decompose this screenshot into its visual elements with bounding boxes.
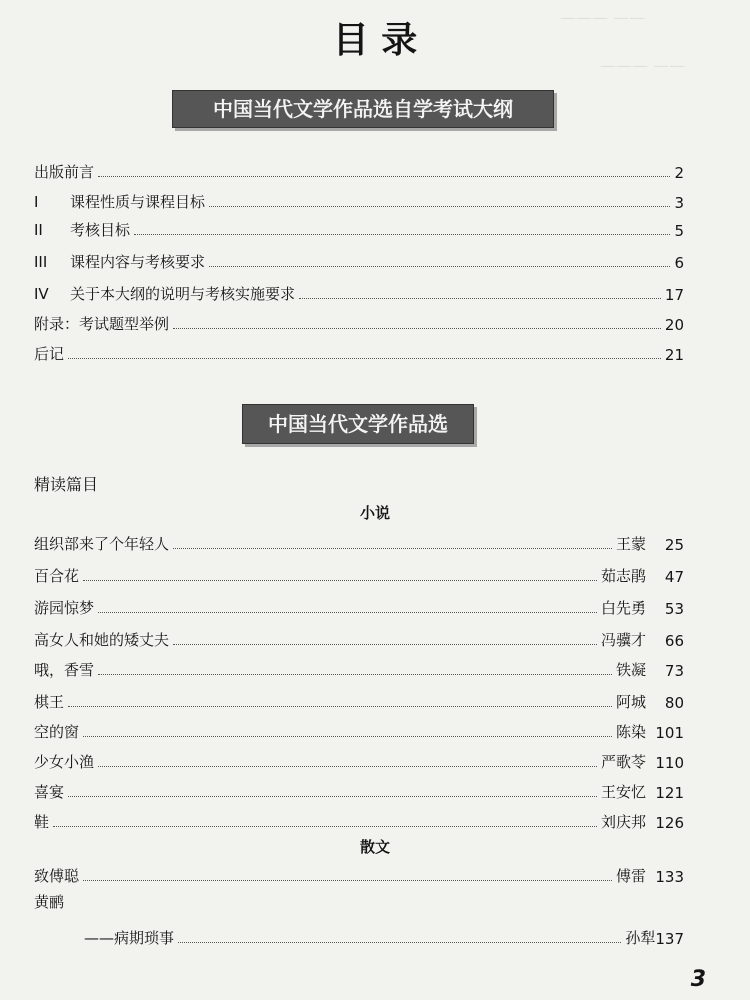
entry-numeral: I [34, 193, 39, 211]
entry-title [34, 251, 205, 272]
entry-numeral: II [34, 221, 43, 239]
dot-leader [98, 176, 670, 177]
dot-leader [209, 266, 670, 267]
entry-title: 致傅聪 [34, 867, 80, 885]
toc-entry-fiction[interactable] [34, 778, 684, 802]
toc-entry-fiction[interactable] [34, 718, 684, 742]
entry-author: 冯骥才 [600, 631, 646, 649]
entry-title: 高女人和她的矮丈夫 [34, 631, 170, 649]
dot-leader [173, 328, 661, 329]
entry-title [34, 283, 295, 304]
toc-entry-syllabus[interactable] [34, 310, 684, 334]
dot-leader [299, 298, 661, 299]
entry-page: 110 [655, 754, 684, 772]
entry-author: 刘庆邦 [600, 813, 646, 831]
toc-entry-syllabus[interactable] [34, 216, 684, 240]
entry-page: 21 [664, 346, 684, 364]
dot-leader [173, 548, 612, 549]
toc-entry-fiction[interactable] [34, 688, 684, 712]
toc-entry-syllabus[interactable] [34, 248, 684, 272]
toc-entry-fiction[interactable] [34, 562, 684, 586]
entry-page: 73 [664, 662, 684, 680]
entry-title: 组织部来了个年轻人 [34, 535, 170, 553]
entry-title: 哦，香雪 [34, 661, 95, 679]
dot-leader [68, 796, 597, 797]
toc-entry-fiction[interactable] [34, 530, 684, 554]
entry-author: 铁凝 [615, 661, 646, 679]
entry-title [34, 219, 130, 240]
dot-leader [134, 234, 670, 235]
entry-title: 空的窗 [34, 723, 80, 741]
entry-author: 白先勇 [600, 599, 646, 617]
section-prose: 散文 [359, 838, 390, 856]
entry-page: 101 [655, 724, 684, 742]
entry-label: 出版前言 [34, 163, 95, 181]
dot-leader [68, 706, 612, 707]
entry-page: 80 [664, 694, 684, 712]
toc-entry-huangli[interactable] [34, 888, 684, 912]
entry-author: 陈染 [615, 723, 646, 741]
entry-numeral: IV [34, 285, 49, 303]
entry-author: 阿城 [615, 693, 646, 711]
dot-leader [83, 880, 612, 881]
syllabus-banner: 中国当代文学作品选自学考试大纲 [172, 90, 554, 128]
entry-numeral: III [34, 253, 48, 271]
toc-entry-fiction[interactable] [34, 748, 684, 772]
toc-entry-fiction[interactable] [34, 594, 684, 618]
entry-subtitle: ——病期琐事 [84, 929, 175, 947]
entry-title: 百合花 [34, 567, 80, 585]
entry-label: 附录：考试题型举例 [34, 315, 170, 333]
entry-label: 关于本大纲的说明与考核实施要求 [70, 285, 296, 303]
entry-page: 53 [664, 600, 684, 618]
dot-leader [98, 612, 597, 613]
entry-page: 2 [674, 164, 684, 182]
dot-leader [83, 580, 597, 581]
entry-author: 王蒙 [615, 535, 646, 553]
entry-page: 3 [674, 194, 684, 212]
bleed-through-text: ——— —— [600, 56, 686, 75]
dot-leader [53, 826, 597, 827]
dot-leader [178, 942, 621, 943]
entry-title: 少女小渔 [34, 753, 95, 771]
dot-leader [98, 766, 597, 767]
bleed-through-text: ——— —— [560, 8, 646, 27]
toc-entry-fiction[interactable] [34, 808, 684, 832]
reading-heading: 精读篇目 [34, 475, 99, 494]
entry-label: 考核目标 [70, 221, 131, 239]
toc-entry-syllabus[interactable] [34, 340, 684, 364]
entry-title: 游园惊梦 [34, 599, 95, 617]
entry-author: 茹志鹃 [600, 567, 646, 585]
entry-author: 孙犁 [625, 929, 656, 947]
dot-leader [98, 674, 612, 675]
entry-author: 傅雷 [615, 867, 646, 885]
dot-leader [209, 206, 670, 207]
entry-page: 137 [655, 930, 684, 948]
entry-author: 严歌苓 [600, 753, 646, 771]
entry-title [34, 313, 169, 334]
entry-label: 课程内容与考核要求 [70, 253, 206, 271]
toc-entry-syllabus[interactable] [34, 188, 684, 212]
entry-page: 17 [664, 286, 684, 304]
entry-title [34, 191, 205, 212]
entry-page: 6 [674, 254, 684, 272]
entry-page: 133 [655, 868, 684, 886]
entry-title [34, 161, 94, 182]
dot-leader [83, 736, 612, 737]
entry-title: 棋王 [34, 693, 65, 711]
entry-page: 20 [664, 316, 684, 334]
entry-page: 5 [674, 222, 684, 240]
entry-label: 后记 [34, 345, 65, 363]
anthology-banner: 中国当代文学作品选 [242, 404, 474, 444]
entry-page: 121 [655, 784, 684, 802]
page-title: 目 录 [332, 19, 418, 61]
dot-leader [68, 358, 661, 359]
entry-title: 鞋 [34, 813, 50, 831]
entry-page: 66 [664, 632, 684, 650]
toc-entry-huangli-sub[interactable] [34, 924, 684, 948]
entry-label: 课程性质与课程目标 [70, 193, 206, 211]
section-fiction: 小说 [359, 504, 390, 522]
toc-entry-fiction[interactable] [34, 626, 684, 650]
entry-title [34, 343, 64, 364]
entry-title: 黄鹂 [34, 893, 65, 911]
page-number: 3 [690, 967, 706, 992]
dot-leader [173, 644, 597, 645]
toc-entry-prose[interactable] [34, 862, 684, 886]
entry-title: 喜宴 [34, 783, 65, 801]
entry-author: 王安忆 [600, 783, 646, 801]
toc-entry-syllabus[interactable] [34, 158, 684, 182]
entry-page: 126 [655, 814, 684, 832]
entry-page: 25 [664, 536, 684, 554]
entry-page: 47 [664, 568, 684, 586]
toc-entry-syllabus[interactable] [34, 280, 684, 304]
toc-entry-fiction[interactable] [34, 656, 684, 680]
